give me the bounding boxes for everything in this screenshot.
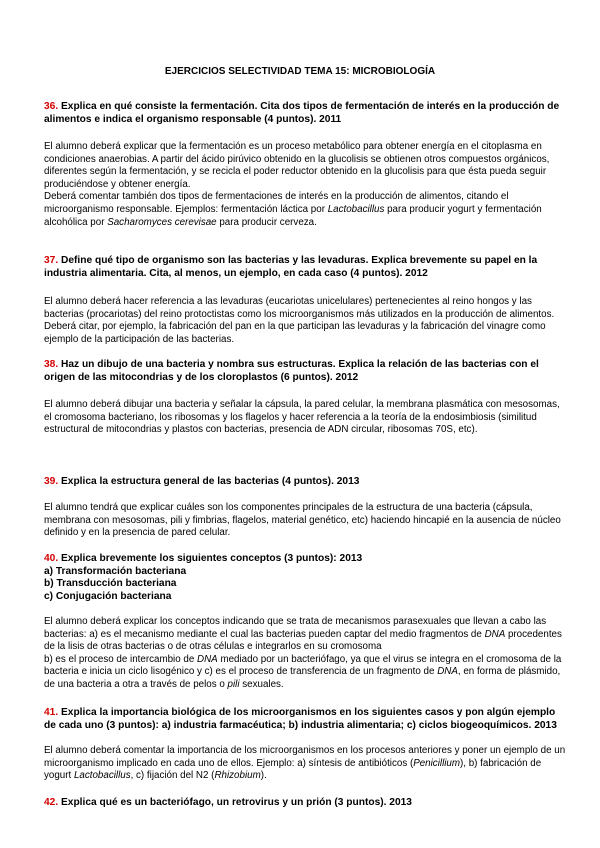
question-text: Haz un dibujo de una bacteria y nombra sus estructuras. Explica la relación de las bacterias con el origen de las mitocondrias y de los cloroplastos (6 puntos). 2012 xyxy=(44,359,539,383)
answer-paragraph: El alumno deberá dibujar una bacteria y señalar la cápsula, la pared celular, la membrana plasmática con mesosomas, el cromosoma bacteriano, los ribosomas y los flagelos y hacer referencia a la teoría de la endosimbiosis (similitud estructural de mitocondrias y plastos con bacterias, presencia de ADN circular, ribosomas 70S, etc). xyxy=(44,399,560,436)
question-40 xyxy=(44,553,564,603)
answer-41 xyxy=(44,745,566,783)
answer-paragraph: El alumno deberá hacer referencia a las levaduras (eucariotas unicelulares) pertenecientes al reino hongos y las bacterias (procariotas) del reino protoctistas como los microorganismos más utilizados en la producción de alimentos. Deberá citar, por ejemplo, la fabricación del pan en la que participan las levaduras y la fabricación del vinagre como ejemplo de la participación de las bacterias. xyxy=(44,296,555,345)
concept-item: c) Conjugación bacteriana xyxy=(44,590,172,602)
concept-item: b) Transducción bacteriana xyxy=(44,578,177,590)
question-number: 41. xyxy=(44,707,59,718)
answer-38 xyxy=(44,399,566,437)
answer-paragraph: El alumno deberá comentar la importancia de los microorganismos en los procesos anteriores y poner un ejemplo de un microorganismo implicado en cada uno de ellos. Ejemplo: a) síntesis de antibióticos (Penicillium), b) fabricación de yogurt Lactobacillus, c) fijación del N2 (Rhizobium). xyxy=(44,745,566,782)
question-number: 37. xyxy=(44,255,59,266)
answer-paragraph: b) es el proceso de intercambio de DNA mediado por un bacteriófago, ya que el virus se integra en el cromosoma de la bacteria e inicia un ciclo lisogénico y c) es el proceso de transferencia de un fragmento de DNA, en forma de plásmido, de una bacteria a otra a través de pelos o pili sexuales. xyxy=(44,653,562,690)
question-text: Explica la estructura general de las bacterias (4 puntos). 2013 xyxy=(58,476,360,487)
question-number: 42. xyxy=(44,797,59,808)
question-38 xyxy=(44,359,564,384)
species-name: Lactobacillus xyxy=(327,203,385,215)
question-number: 40. xyxy=(44,553,59,564)
species-name: Penicillium xyxy=(413,757,461,769)
dna-term: DNA xyxy=(437,666,458,678)
question-number: 39. xyxy=(44,476,59,487)
dna-term: DNA xyxy=(484,628,506,640)
question-41 xyxy=(44,707,564,732)
question-number: 38. xyxy=(44,359,59,370)
species-name: Lactobacillus xyxy=(73,770,131,782)
question-42 xyxy=(44,797,564,810)
species-name: Rhizobium xyxy=(214,770,261,782)
question-text: Explica qué es un bacteriófago, un retrovirus y un prión (3 puntos). 2013 xyxy=(58,797,412,808)
answer-paragraph: El alumno tendrá que explicar cuáles son los componentes principales de la estructura de una bacteria (cápsula, membrana con mesosomas, pili y fimbrias, flagelos, material genético, etc) haciendo hincapié en la ausencia de núcleo definido y en la presencia de pared celular. xyxy=(44,502,561,539)
page-title: EJERCICIOS SELECTIVIDAD TEMA 15: MICROBIOLOGÍA xyxy=(164,66,436,77)
concept-item: a) Transformación bacteriana xyxy=(44,565,187,577)
answer-paragraph: El alumno deberá explicar los conceptos indicando que se trata de mecanismos parasexuales que llevan a cabo las bacterias: a) es el mecanismo mediante el cual las bacterias pueden captar del medio fragmentos de DNA procedentes de la lisis de otras bacterias o de otras células e integrarlos en su cromosoma xyxy=(44,616,562,653)
question-text: Explica en qué consiste la fermentación. Cita dos tipos de fermentación de interés en la producción de alimentos e indica el organismo responsable (4 puntos). 2011 xyxy=(44,101,560,125)
answer-40 xyxy=(44,616,566,692)
answer-paragraph: El alumno deberá explicar que la fermentación es un proceso metabólico para obtener energía en el citoplasma en condiciones anaerobias. A partir del ácido pirúvico obtenido en la glucolisis se obtienen otros compuestos orgánicos, diferentes según la fermentación, y se recicla el poder reductor obtenido en la glucolisis para que ésta pueda seguir produciéndose y obtener energía. xyxy=(44,141,550,190)
answer-39 xyxy=(44,502,566,540)
answer-paragraph: Deberá comentar también dos tipos de fermentaciones de interés en la producción de alimentos, citando el microorganismo responsable. Ejemplos: fermentación láctica por Lactobacillus para producir yogurt y fermentación alcohólica por Sacharomyces cerevisae para producir cerveza. xyxy=(44,191,542,228)
question-text: Explica la importancia biológica de los microorganismos en los siguientes casos y pon algún ejemplo de cada uno (3 puntos): a) industria farmacéutica; b) industria alimentaria; c) ciclos biogeoquímicos. 2013 xyxy=(44,707,557,731)
question-text: Explica brevemente los siguientes conceptos (3 puntos): 2013 xyxy=(58,553,363,564)
question-36 xyxy=(44,101,564,126)
answer-37 xyxy=(44,296,566,346)
question-number: 36. xyxy=(44,101,59,112)
species-name: Sacharomyces cerevisae xyxy=(107,216,217,228)
question-37 xyxy=(44,255,564,280)
pili-term: pili xyxy=(227,678,240,690)
answer-36 xyxy=(44,141,566,229)
question-text: Define qué tipo de organismo son las bacterias y las levaduras. Explica brevemente su papel en la industria alimentaria. Cita, al menos, un ejemplo, en cada caso (4 puntos). 2012 xyxy=(44,255,538,279)
question-39 xyxy=(44,476,564,489)
dna-term: DNA xyxy=(197,653,218,665)
